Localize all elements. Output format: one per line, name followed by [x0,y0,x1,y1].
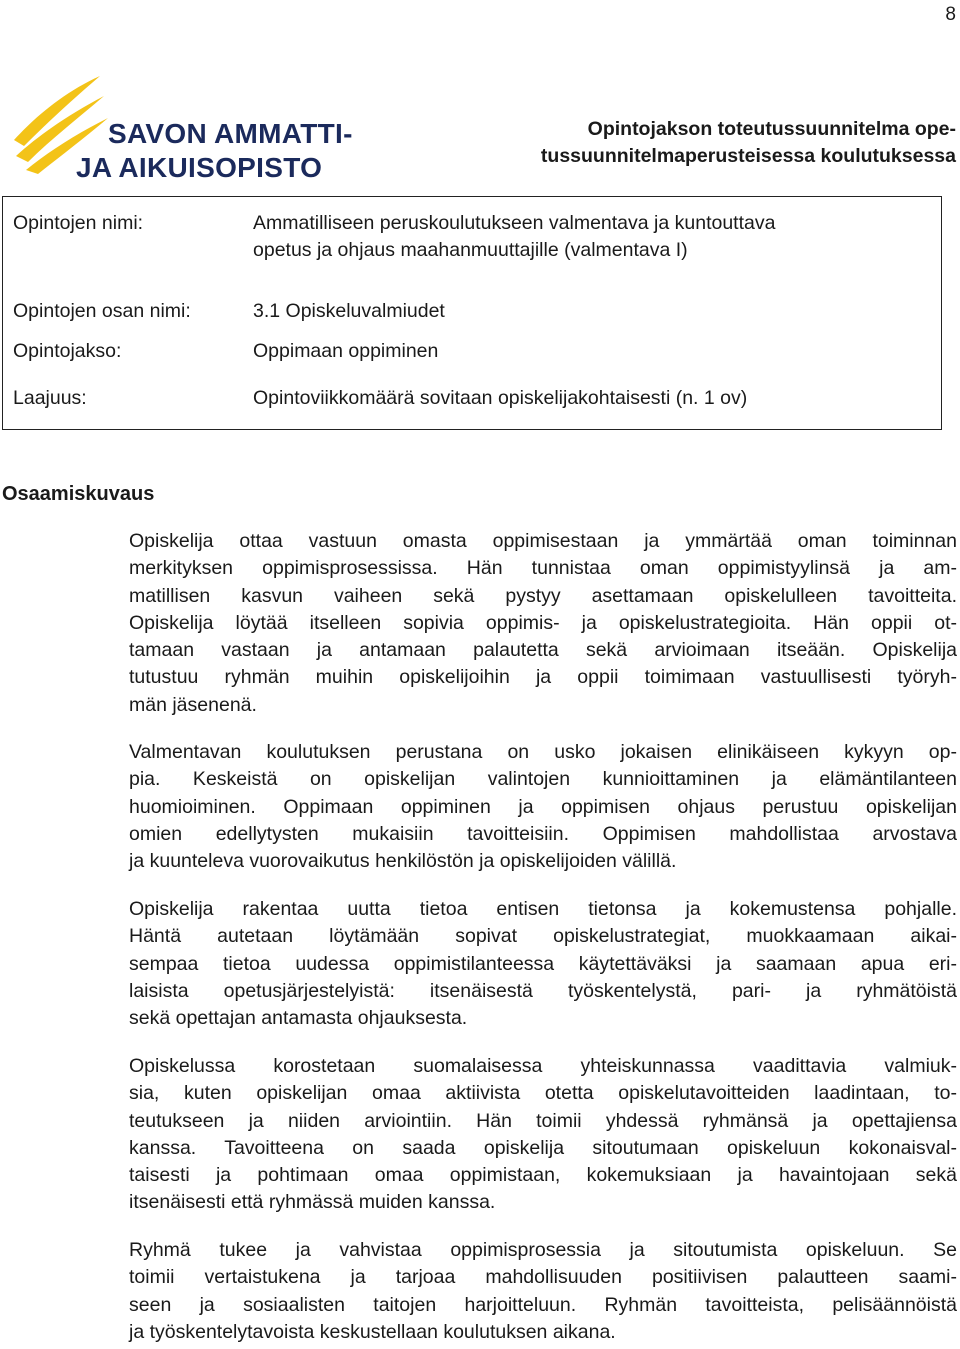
info-value-name-line2: opetus ja ohjaus maahanmuuttajille (valmentava I) [253,239,688,261]
paragraph-line: taisesti ja pohtimaan omaa oppimistaan, kokemuksiaan ja havaintojaan sekä [129,1164,957,1187]
info-label-course: Opintojakso: [13,340,122,362]
document-title [476,116,956,170]
info-value-part: 3.1 Opiskeluvalmiudet [253,300,445,322]
paragraph-line: sempaa tietoa uudessa oppimistilanteessa käytettäväksi ja saamaan apua eri- [129,952,957,975]
paragraph-1 [129,528,957,719]
paragraph-4 [129,1053,957,1217]
paragraph-line: omien edellytysten mukaisiin tavoitteisiin. Oppimisen mahdollistaa arvostava [129,822,957,845]
paragraph-line: tutustuu ryhmän muihin opiskelijoihin ja oppii toimimaan vastuullisesti työryh- [129,666,957,689]
paragraph-line: Opiskelija ottaa vastuun omasta oppimisestaan ja ymmärtää oman toiminnan [129,530,957,552]
info-value-name [253,210,931,264]
paragraph-line: toimii vertaistukena ja tarjoaa mahdollisuuden positiivisen palautteen saami- [129,1266,957,1289]
info-label-part: Opintojen osan nimi: [13,300,191,322]
section-heading: Osaamiskuvaus [2,483,155,505]
paragraph-line: Ryhmä tukee ja vahvistaa oppimisprosessia ja sitoutumista opiskeluun. Se [129,1239,957,1261]
info-value-scope: Opintoviikkomäärä sovitaan opiskelijakohtaisesti (n. 1 ov) [253,387,748,409]
document-title-line1: Opintojakson toteutussuunnitelma ope- [587,118,956,140]
paragraph-line: Valmentavan koulutuksen perustana on usko jokaisen elinikäiseen kykyyn op- [129,741,957,763]
page-number: 8 [945,4,956,25]
paragraph-line: laisista opetusjärjestelyistä: itsenäisestä työskentelystä, pari- ja ryhmätöistä [129,979,957,1002]
course-info-box [2,196,942,430]
paragraph-2 [129,739,957,875]
info-label-scope: Laajuus: [13,387,87,409]
paragraph-line: Häntä autetaan löytämään sopivat opiskelustrategiat, muokkaamaan aikai- [129,925,957,948]
info-label-name: Opintojen nimi: [13,212,144,234]
paragraph-line: ja työskentelytavoista keskustellaan koulutuksen aikana. [129,1320,616,1343]
paragraph-line: teutukseen ja niiden arviointiin. Hän toimii yhdessä ryhmänsä ja opettajiensa [129,1109,957,1132]
paragraph-line: huomioiminen. Oppimaan oppiminen ja oppimisen ohjaus perustuu opiskelijan [129,795,957,818]
school-logo [12,74,360,182]
paragraph-line: Opiskelija rakentaa uutta tietoa entisen tietonsa ja kokemustensa pohjalle. [129,898,957,920]
info-value-name-line1: Ammatilliseen peruskoulutukseen valmentava ja kuntouttava [253,212,776,234]
logo-text-line2: JA AIKUISOPISTO [76,152,323,183]
paragraph-line: itsenäisesti että ryhmässä muiden kanssa. [129,1191,496,1214]
paragraph-line: pia. Keskeistä on opiskelijan valintojen kunnioittaminen ja elämäntilanteen [129,768,957,791]
paragraph-line: Opiskelussa korostetaan suomalaisessa yhteiskunnassa vaadittavia valmiuk- [129,1055,957,1077]
paragraph-line: merkityksen oppimisprosessissa. Hän tunnistaa oman oppimistyylinsä ja am- [129,557,957,580]
paragraph-line: tamaan vastaan ja antamaan palautetta sekä arvioimaan itseään. Opiskelija [129,639,957,662]
paragraph-line: matillisen kasvun vaiheen sekä pystyy asettamaan opiskelulleen tavoitteita. [129,584,957,607]
paragraph-line: sekä opettajan antamasta ohjauksesta. [129,1007,468,1030]
paragraph-line: seen ja sosiaalisten taitojen harjoitteluun. Ryhmän tavoitteista, pelisäännöistä [129,1293,957,1316]
logo-text-line1: SAVON AMMATTI- [108,118,353,149]
document-title-line2: tussuunnitelmaperusteisessa koulutuksessa [540,145,956,167]
paragraph-line: män jäsenenä. [129,693,257,716]
paragraph-line: Opiskelija löytää itselleen sopivia oppimis- ja opiskelustrategioita. Hän oppii ot- [129,611,957,634]
info-value-course: Oppimaan oppiminen [253,340,439,362]
paragraph-line: ja kuunteleva vuorovaikutus henkilöstön ja opiskelijoiden välillä. [129,850,677,873]
paragraph-3 [129,896,957,1032]
paragraph-line: kanssa. Tavoitteena on saada opiskelija sitoutumaan opiskeluun kokonaisval- [129,1136,957,1159]
paragraph-line: sia, kuten opiskelijan omaa aktiivista otetta opiskelutavoitteiden laadintaan, to- [129,1082,957,1105]
paragraph-5 [129,1237,957,1346]
